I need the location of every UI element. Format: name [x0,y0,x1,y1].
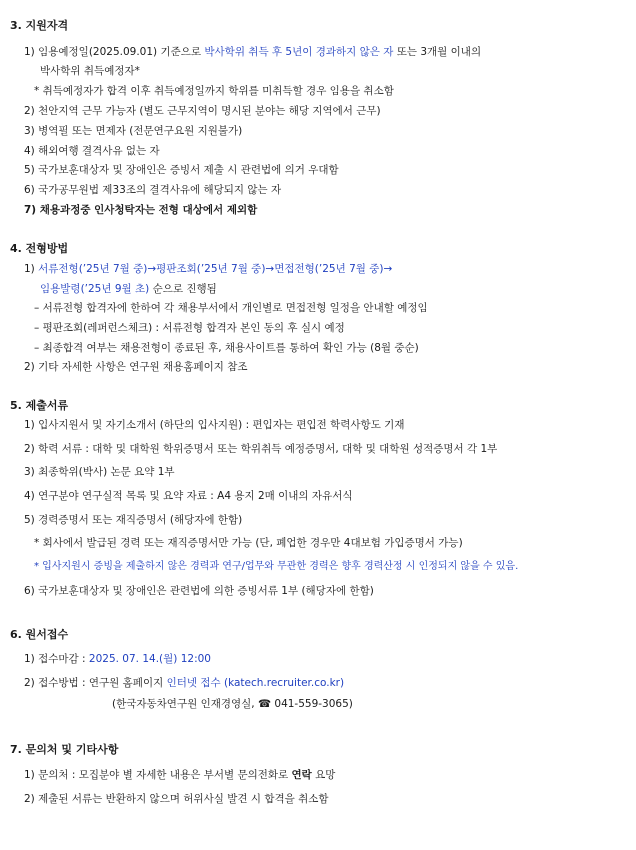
s4-item-1-cont [40,282,217,296]
s3-item-3: 3) 병역필 또는 면제자 (전문연구요원 지원불가) [24,125,243,137]
s4-dash-3: – 최종합격 여부는 채용전형이 종료된 후, 채용사이트를 통하여 확인 가능 (8월 중순) [34,342,419,354]
s3-item-7: 7) 채용과정중 인사청탁자는 전형 대상에서 제외함 [24,204,258,216]
section-3-title: 3. 지원자격 [10,19,69,32]
s7-item-1-text: 1) 문의처 : 모집분야 별 자세한 내용은 부서별 문의전화로 [24,769,292,781]
s3-note: * 취득예정자가 합격 이후 취득예정일까지 학위를 미취득할 경우 임용을 취소함 [34,85,394,97]
s6-online-apply: 인터넷 접수 [166,677,221,689]
s5-item-2: 2) 학력 서류 : 대학 및 대학원 학위증명서 또는 학위취득 예정증명서, 대학 및 대학원 성적증명서 각 1부 [24,443,498,455]
section-5-title: 5. 제출서류 [10,399,69,412]
s3-item-1-cont: 박사학위 취득예정자* [40,65,140,77]
s6-deadline-label: 1) 접수마감 : [24,653,89,665]
s3-item-4: 4) 해외여행 결격사유 없는 자 [24,145,160,157]
s3-item-5: 5) 국가보훈대상자 및 장애인은 증빙서 제출 시 관련법에 의거 우대함 [24,164,339,176]
s6-item-2 [24,676,344,690]
s4-item-1 [24,262,392,276]
s3-item-1-highlight: 박사학위 취득 후 5년이 경과하지 않은 자 [204,46,394,58]
s4-item-1-tail: 순으로 진행됨 [149,283,217,295]
s5-item-4: 4) 연구분야 연구실적 목록 및 요약 자료 : A4 용지 2매 이내의 자유서식 [24,490,353,502]
s4-item-1-num: 1) [24,263,39,275]
s5-note-2: * 입사지원시 증빙을 제출하지 않은 경력과 연구/업무와 무관한 경력은 향후 경력산정 시 인정되지 않을 수 있음. [34,561,519,572]
s4-item-2: 2) 기타 자세한 사항은 연구원 채용홈페이지 참조 [24,361,248,373]
s3-item-1-text-c: 또는 3개월 이내의 [393,46,482,58]
s6-item-1 [24,652,211,666]
s3-item-2: 2) 천안지역 근무 가능자 (별도 근무지역이 명시된 분야는 해당 지역에서 근무) [24,105,381,117]
s5-item-1: 1) 입사지원서 및 자기소개서 (하단의 입사지원) : 편입자는 편입전 학력사항도 기재 [24,419,405,431]
s5-note-1: * 회사에서 발급된 경력 또는 재직증명서만 가능 (단, 폐업한 경우만 4대보험 가입증명서 가능) [34,537,463,549]
s7-item-1-tail: 요망 [311,769,336,781]
s6-method-label: 2) 접수방법 : 연구원 홈페이지 [24,677,167,689]
s3-item-1-text-a: 1) 임용예정일(2025.09.01) 기준으로 [24,46,205,58]
s3-item-1 [24,45,481,59]
s4-dash-2: – 평판조회(레퍼런스체크) : 서류전형 합격자 본인 동의 후 실시 예정 [34,322,345,334]
s6-contact: (한국자동차연구원 인재경영실, ☎ 041-559-3065) [112,698,353,710]
s4-appointment: 임용발령(’25년 9월 초) [40,283,150,295]
s6-deadline: 2025. 07. 14.(월) 12:00 [88,653,211,665]
s5-item-3: 3) 최종학위(박사) 논문 요약 1부 [24,466,175,478]
s5-item-6: 6) 국가보훈대상자 및 장애인은 관련법에 의한 증빙서류 1부 (해당자에 한함) [24,585,374,597]
s7-item-1 [24,768,335,782]
s4-schedule: 서류전형(’25년 7월 중)→평판조회(’25년 7월 중)→면접전형(’25년 7월 중)→ [38,263,393,275]
section-7-title: 7. 문의처 및 기타사항 [10,743,119,756]
s4-dash-1: – 서류전형 합격자에 한하여 각 채용부서에서 개인별로 면접전형 일정을 안내할 예정임 [34,302,428,314]
s3-item-6: 6) 국가공무원법 제33조의 결격사유에 해당되지 않는 자 [24,184,282,196]
s7-item-2: 2) 제출된 서류는 반환하지 않으며 허위사실 발견 시 합격을 취소함 [24,793,329,805]
s6-url-link[interactable]: (katech.recruiter.co.kr) [220,677,345,689]
s7-contact-word: 연락 [291,769,312,781]
s5-item-5: 5) 경력증명서 또는 재직증명서 (해당자에 한함) [24,514,243,526]
section-6-title: 6. 원서접수 [10,628,69,641]
section-4-title: 4. 전형방법 [10,242,69,255]
